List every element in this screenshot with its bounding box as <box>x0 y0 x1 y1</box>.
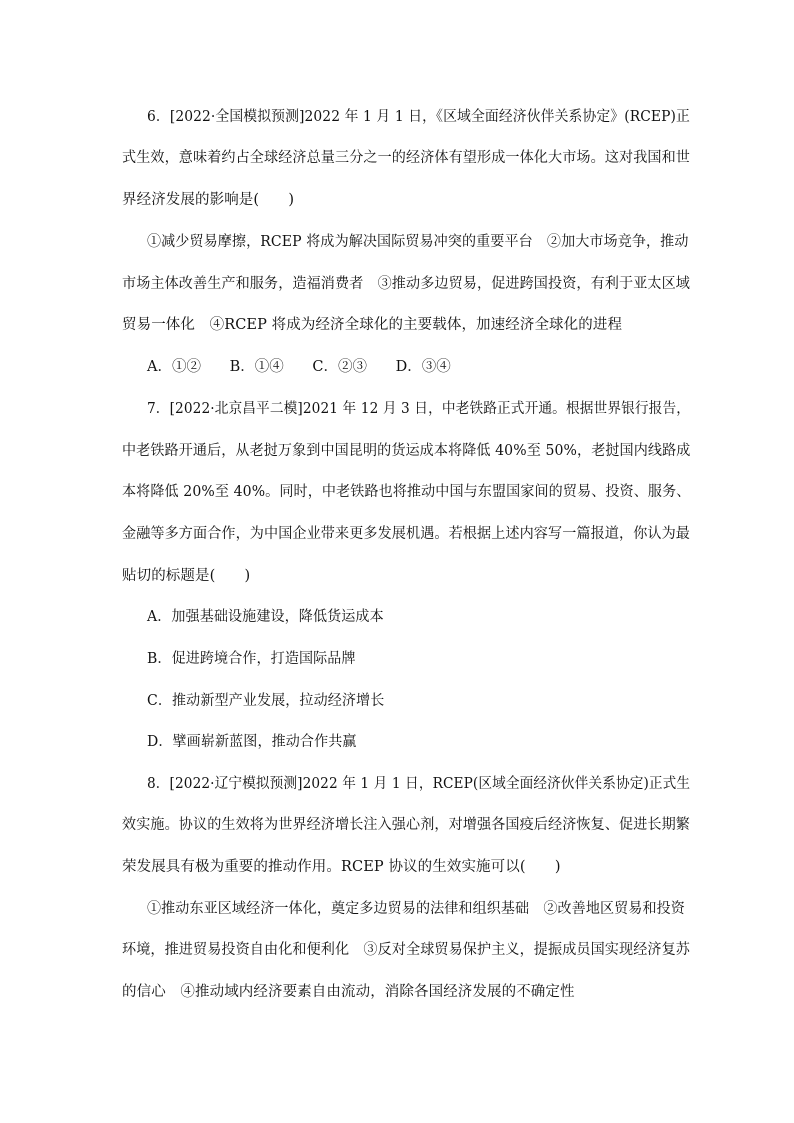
question-8-line-3: 荣发展具有极为重要的推动作用。RCEP 协议的生效实施可以( ) <box>122 859 561 875</box>
question-6-options <box>147 357 475 377</box>
question-8-line-1: 8．[2022·辽宁模拟预测]2022 年 1 月 1 日，RCEP(区域全面经济伙伴关系协定)正式生 <box>147 776 691 792</box>
question-6-option-a[interactable]: A．①② <box>147 359 201 375</box>
question-6-option-d[interactable]: D．③④ <box>395 359 451 375</box>
question-7-line-4: 金融等多方面合作，为中国企业带来更多发展机遇。若根据上述内容写一篇报道，你认为最 <box>122 526 690 542</box>
question-6-line-2: 式生效，意味着约占全球经济总量三分之一的经济体有望形成一体化大市场。这对我国和世 <box>122 150 690 166</box>
question-7-option-a[interactable]: A．加强基础设施建设，降低货运成本 <box>147 609 384 625</box>
question-8-statement-line-1: ①推动东亚区域经济一体化，奠定多边贸易的法律和组织基础 ②改善地区贸易和投资 <box>147 901 685 917</box>
question-8-statement-line-3: 的信心 ④推动域内经济要素自由流动，消除各国经济发展的不确定性 <box>122 984 575 1000</box>
question-6-option-b[interactable]: B．①④ <box>229 359 284 375</box>
question-6-statement-line-2: 市场主体改善生产和服务，造福消费者 ③推动多边贸易，促进跨国投资，有利于亚太区域 <box>122 276 690 292</box>
question-6-option-c[interactable]: C．②③ <box>312 359 367 375</box>
question-7-line-2: 中老铁路开通后，从老挝万象到中国昆明的货运成本将降低 40%至 50%，老挝国内线路成 <box>122 443 691 459</box>
question-6-statement-line-3: 贸易一体化 ④RCEP 将成为经济全球化的主要载体，加速经济全球化的进程 <box>122 317 623 333</box>
question-7-option-c[interactable]: C．推动新型产业发展，拉动经济增长 <box>147 693 385 709</box>
question-6-line-3: 界经济发展的影响是( ) <box>122 192 295 208</box>
question-8-line-2: 效实施。协议的生效将为世界经济增长注入强心剂，对增强各国疫后经济恢复、促进长期繁 <box>122 817 690 833</box>
question-7-line-5: 贴切的标题是( ) <box>122 568 251 584</box>
question-7-option-b[interactable]: B．促进跨境合作，打造国际品牌 <box>147 651 356 667</box>
question-7-line-1: 7．[2022·北京昌平二模]2021 年 12 月 3 日，中老铁路正式开通。根据世界银行报告， <box>147 401 691 417</box>
question-8-statement-line-2: 环境，推进贸易投资自由化和便利化 ③反对全球贸易保护主义，提振成员国实现经济复苏 <box>122 942 690 958</box>
question-7-line-3: 本将降低 20%至 40%。同时，中老铁路也将推动中国与东盟国家间的贸易、投资、服务、 <box>122 484 691 500</box>
question-7-option-d[interactable]: D．擘画崭新蓝图，推动合作共赢 <box>147 734 357 750</box>
question-6-line-1: 6．[2022·全国模拟预测]2022 年 1 月 1 日，《区域全面经济伙伴关系协定》(RCEP)正 <box>147 109 690 125</box>
question-6-statement-line-1: ①减少贸易摩擦，RCEP 将成为解决国际贸易冲突的重要平台 ②加大市场竞争，推动 <box>147 234 689 250</box>
